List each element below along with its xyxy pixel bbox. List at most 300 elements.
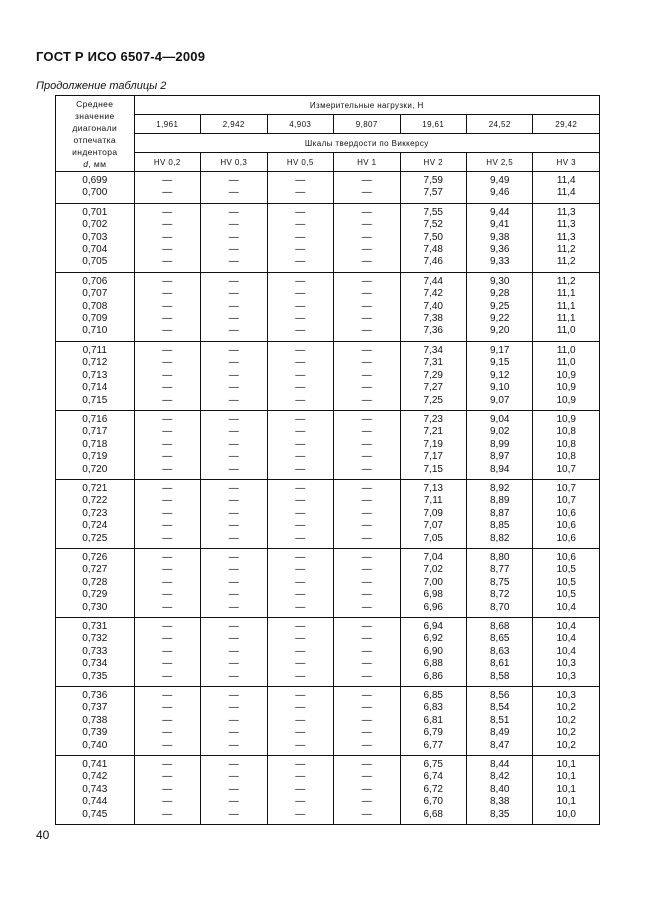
hardness-cell: 6,96 — [400, 602, 466, 618]
diagonal-cell: 0,719 — [56, 451, 135, 463]
hardness-cell: — — [134, 771, 200, 783]
scale-cell: HV 0,5 — [267, 153, 333, 172]
hardness-cell: 10,5 — [533, 589, 600, 601]
hardness-cell: 7,13 — [400, 479, 466, 495]
hardness-cell: 6,79 — [400, 727, 466, 739]
hardness-cell: 10,4 — [533, 633, 600, 645]
hardness-cell: 8,49 — [466, 727, 532, 739]
hardness-cell: — — [134, 809, 200, 825]
hardness-cell: — — [334, 740, 400, 756]
hardness-cell: 8,58 — [466, 671, 532, 687]
hardness-cell: — — [267, 727, 333, 739]
diagonal-cell: 0,737 — [56, 702, 135, 714]
hardness-cell: — — [134, 451, 200, 463]
row-group — [56, 687, 600, 756]
hardness-cell: — — [334, 272, 400, 288]
hardness-cell: — — [134, 796, 200, 808]
table-row — [56, 658, 600, 670]
hardness-cell: 11,3 — [533, 232, 600, 244]
hardness-cell: — — [134, 288, 200, 300]
hardness-cell: — — [134, 495, 200, 507]
diagonal-cell: 0,702 — [56, 219, 135, 231]
diagonal-cell: 0,725 — [56, 533, 135, 549]
hardness-cell: — — [334, 727, 400, 739]
hardness-cell: — — [201, 244, 267, 256]
table-row — [56, 740, 600, 756]
hardness-cell: 8,75 — [466, 577, 532, 589]
load-cell: 1,961 — [134, 115, 200, 134]
hardness-cell: 11,2 — [533, 244, 600, 256]
table-row — [56, 715, 600, 727]
hardness-cell: 10,7 — [533, 479, 600, 495]
table-row — [56, 495, 600, 507]
hardness-cell: — — [201, 370, 267, 382]
table-row — [56, 671, 600, 687]
hardness-cell: — — [334, 426, 400, 438]
hardness-cell: — — [134, 426, 200, 438]
hardness-cell: 9,46 — [466, 187, 532, 203]
hardness-cell: — — [334, 451, 400, 463]
hardness-cell: 7,57 — [400, 187, 466, 203]
hardness-cell: 6,98 — [400, 589, 466, 601]
table-row — [56, 796, 600, 808]
hardness-cell: — — [267, 439, 333, 451]
hardness-cell: — — [334, 715, 400, 727]
hardness-cell: 11,1 — [533, 288, 600, 300]
diagonal-cell: 0,708 — [56, 301, 135, 313]
hardness-cell: 9,41 — [466, 219, 532, 231]
hardness-cell: 6,68 — [400, 809, 466, 825]
hardness-cell: 7,15 — [400, 464, 466, 480]
hardness-cell: 9,25 — [466, 301, 532, 313]
hardness-cell: — — [201, 589, 267, 601]
table-row — [56, 232, 600, 244]
hardness-cell: — — [267, 410, 333, 426]
hardness-cell: 10,8 — [533, 426, 600, 438]
hardness-cell: 8,44 — [466, 756, 532, 772]
hardness-cell: 10,8 — [533, 439, 600, 451]
hardness-cell: — — [334, 410, 400, 426]
hardness-cell: 9,15 — [466, 357, 532, 369]
hardness-cell: — — [134, 589, 200, 601]
hardness-cell: — — [267, 533, 333, 549]
hardness-cell: — — [267, 784, 333, 796]
diagonal-cell: 0,718 — [56, 439, 135, 451]
hardness-cell: — — [201, 451, 267, 463]
hardness-cell: — — [267, 589, 333, 601]
diagonal-cell: 0,728 — [56, 577, 135, 589]
hardness-cell: 10,2 — [533, 740, 600, 756]
diagonal-cell: 0,709 — [56, 313, 135, 325]
hardness-cell: 10,1 — [533, 796, 600, 808]
hardness-cell: 8,68 — [466, 618, 532, 634]
hardness-cell: — — [201, 187, 267, 203]
hardness-cell: 8,89 — [466, 495, 532, 507]
hardness-cell: — — [267, 301, 333, 313]
hardness-cell: — — [334, 464, 400, 480]
table-row — [56, 426, 600, 438]
hardness-cell: — — [267, 172, 333, 188]
hardness-cell: — — [267, 426, 333, 438]
diagonal-column-header: Среднее значение диагонали отпечатка индентора d, мм — [56, 96, 135, 172]
hardness-cell: — — [201, 533, 267, 549]
hardness-cell: 6,83 — [400, 702, 466, 714]
diagonal-cell: 0,726 — [56, 548, 135, 564]
diagonal-cell: 0,731 — [56, 618, 135, 634]
hardness-cell: 9,07 — [466, 395, 532, 411]
hardness-cell: 11,1 — [533, 313, 600, 325]
hardness-cell: — — [134, 272, 200, 288]
diagonal-cell: 0,733 — [56, 646, 135, 658]
table-header — [56, 96, 600, 172]
hardness-cell: 7,42 — [400, 288, 466, 300]
hardness-cell: 6,86 — [400, 671, 466, 687]
hardness-cell: 10,7 — [533, 495, 600, 507]
hardness-cell: — — [334, 232, 400, 244]
row-group — [56, 618, 600, 687]
hardness-cell: — — [201, 564, 267, 576]
hardness-cell: — — [134, 784, 200, 796]
hardness-cell: — — [334, 687, 400, 703]
hardness-cell: 8,38 — [466, 796, 532, 808]
hardness-cell: — — [334, 301, 400, 313]
table-row — [56, 508, 600, 520]
hardness-cell: — — [201, 172, 267, 188]
diagonal-cell: 0,732 — [56, 633, 135, 645]
hardness-cell: — — [134, 533, 200, 549]
table-row — [56, 325, 600, 341]
hardness-cell: — — [134, 325, 200, 341]
diagonal-cell: 0,740 — [56, 740, 135, 756]
hardness-cell: — — [201, 288, 267, 300]
diagonal-cell: 0,738 — [56, 715, 135, 727]
hardness-cell: — — [134, 740, 200, 756]
hardness-cell: 8,92 — [466, 479, 532, 495]
hardness-cell: — — [334, 618, 400, 634]
hardness-cell: — — [134, 301, 200, 313]
hardness-cell: — — [134, 439, 200, 451]
hardness-cell: — — [334, 533, 400, 549]
diagonal-cell: 0,744 — [56, 796, 135, 808]
diagonal-cell: 0,723 — [56, 508, 135, 520]
table-row — [56, 187, 600, 203]
table-row — [56, 589, 600, 601]
hardness-cell: — — [201, 771, 267, 783]
table-row — [56, 479, 600, 495]
hardness-cell: — — [134, 658, 200, 670]
diagonal-cell: 0,721 — [56, 479, 135, 495]
scale-cell: HV 3 — [533, 153, 600, 172]
hardness-cell: — — [334, 602, 400, 618]
hardness-cell: 9,20 — [466, 325, 532, 341]
hardness-cell: — — [267, 382, 333, 394]
hardness-cell: 11,0 — [533, 357, 600, 369]
hardness-cell: — — [201, 520, 267, 532]
hardness-cell: — — [201, 357, 267, 369]
hardness-cell: — — [267, 495, 333, 507]
hardness-cell: 7,17 — [400, 451, 466, 463]
diagonal-cell: 0,706 — [56, 272, 135, 288]
hardness-cell: — — [201, 618, 267, 634]
hardness-cell: — — [201, 633, 267, 645]
hardness-cell: 9,28 — [466, 288, 532, 300]
hardness-cell: 10,1 — [533, 784, 600, 796]
table-row — [56, 439, 600, 451]
hardness-cell: 8,99 — [466, 439, 532, 451]
hardness-cell: 11,2 — [533, 256, 600, 272]
hardness-cell: 10,7 — [533, 464, 600, 480]
hardness-cell: — — [134, 548, 200, 564]
hardness-cell: — — [267, 272, 333, 288]
hardness-cell: — — [334, 244, 400, 256]
hardness-cell: 8,94 — [466, 464, 532, 480]
hardness-cell: — — [334, 172, 400, 188]
hardness-cell: — — [334, 796, 400, 808]
hardness-cell: — — [334, 187, 400, 203]
hardness-cell: — — [134, 232, 200, 244]
hardness-cell: 7,50 — [400, 232, 466, 244]
hardness-cell: — — [134, 520, 200, 532]
hardness-cell: — — [134, 219, 200, 231]
hardness-cell: — — [201, 646, 267, 658]
table-row — [56, 633, 600, 645]
hardness-cell: 8,82 — [466, 533, 532, 549]
row-group — [56, 272, 600, 341]
table-row — [56, 548, 600, 564]
hardness-cell: 9,36 — [466, 244, 532, 256]
hardness-cell: — — [201, 219, 267, 231]
hardness-cell: — — [201, 602, 267, 618]
hardness-cell: 11,4 — [533, 187, 600, 203]
hardness-cell: — — [267, 671, 333, 687]
diagonal-cell: 0,724 — [56, 520, 135, 532]
hardness-cell: — — [201, 796, 267, 808]
hardness-cell: — — [201, 313, 267, 325]
hardness-cell: 10,9 — [533, 395, 600, 411]
table-row — [56, 256, 600, 272]
hardness-cell: — — [267, 756, 333, 772]
hardness-cell: — — [267, 740, 333, 756]
hardness-cell: 10,1 — [533, 756, 600, 772]
hardness-cell: — — [334, 756, 400, 772]
hardness-cell: 6,72 — [400, 784, 466, 796]
hardness-cell: 8,87 — [466, 508, 532, 520]
hardness-cell: — — [267, 618, 333, 634]
hardness-cell: 6,75 — [400, 756, 466, 772]
hardness-cell: — — [334, 771, 400, 783]
scale-cell: HV 0,2 — [134, 153, 200, 172]
table-row — [56, 756, 600, 772]
hardness-cell: — — [201, 548, 267, 564]
hardness-cell: — — [334, 256, 400, 272]
table-row — [56, 301, 600, 313]
hardness-cell: — — [267, 479, 333, 495]
hardness-cell: — — [334, 658, 400, 670]
hardness-cell: 10,3 — [533, 687, 600, 703]
hardness-cell: 10,6 — [533, 533, 600, 549]
hardness-cell: — — [201, 495, 267, 507]
diagonal-cell: 0,704 — [56, 244, 135, 256]
hardness-cell: — — [267, 288, 333, 300]
hardness-cell: 6,88 — [400, 658, 466, 670]
hardness-cell: — — [201, 203, 267, 219]
hardness-cell: — — [134, 370, 200, 382]
table-row — [56, 809, 600, 825]
hardness-cell: — — [201, 756, 267, 772]
diagonal-cell: 0,734 — [56, 658, 135, 670]
scales-row — [56, 153, 600, 172]
table-row — [56, 702, 600, 714]
load-cell: 29,42 — [533, 115, 600, 134]
hardness-cell: 8,77 — [466, 564, 532, 576]
hardness-cell: 8,61 — [466, 658, 532, 670]
hardness-cell: 11,0 — [533, 325, 600, 341]
hardness-cell: — — [334, 203, 400, 219]
hardness-cell: — — [267, 687, 333, 703]
hardness-cell: — — [334, 357, 400, 369]
hardness-cell: — — [201, 301, 267, 313]
table-row — [56, 784, 600, 796]
hardness-cell: 10,6 — [533, 520, 600, 532]
hardness-cell: — — [201, 232, 267, 244]
table-row — [56, 357, 600, 369]
scale-cell: HV 1 — [334, 153, 400, 172]
hardness-cell: — — [134, 646, 200, 658]
hardness-cell: 10,5 — [533, 577, 600, 589]
table-row — [56, 410, 600, 426]
table-row — [56, 395, 600, 411]
hardness-cell: 10,9 — [533, 370, 600, 382]
hardness-cell: — — [334, 219, 400, 231]
hardness-cell: — — [267, 520, 333, 532]
hardness-cell: 9,44 — [466, 203, 532, 219]
hardness-cell: 9,38 — [466, 232, 532, 244]
hardness-cell: — — [334, 508, 400, 520]
load-cell: 24,52 — [466, 115, 532, 134]
hardness-cell: — — [267, 715, 333, 727]
load-cell: 4,903 — [267, 115, 333, 134]
hardness-cell: 7,27 — [400, 382, 466, 394]
scale-cell: HV 2,5 — [466, 153, 532, 172]
hardness-cell: — — [201, 577, 267, 589]
hardness-cell: 7,19 — [400, 439, 466, 451]
hardness-cell: — — [134, 172, 200, 188]
diagonal-cell: 0,727 — [56, 564, 135, 576]
page-number: 40 — [36, 828, 50, 842]
hardness-cell: 10,1 — [533, 771, 600, 783]
hardness-cell: 9,30 — [466, 272, 532, 288]
hardness-cell: 6,74 — [400, 771, 466, 783]
hardness-cell: 9,04 — [466, 410, 532, 426]
diagonal-cell: 0,711 — [56, 341, 135, 357]
hardness-cell: 8,80 — [466, 548, 532, 564]
hardness-cell: — — [134, 313, 200, 325]
hardness-cell: — — [267, 187, 333, 203]
hardness-cell: 7,02 — [400, 564, 466, 576]
diagonal-cell: 0,707 — [56, 288, 135, 300]
hardness-cell: — — [134, 508, 200, 520]
hardness-cell: 9,10 — [466, 382, 532, 394]
diagonal-cell: 0,739 — [56, 727, 135, 739]
hardness-cell: — — [201, 341, 267, 357]
hardness-cell: — — [334, 370, 400, 382]
diagonal-cell: 0,705 — [56, 256, 135, 272]
diagonal-cell: 0,701 — [56, 203, 135, 219]
hardness-cell: 9,33 — [466, 256, 532, 272]
hardness-cell: — — [134, 410, 200, 426]
hardness-cell: — — [201, 479, 267, 495]
hardness-cell: — — [267, 646, 333, 658]
hardness-cell: — — [201, 809, 267, 825]
scales-header: Шкалы твердости по Виккерсу — [134, 134, 599, 153]
hardness-cell: 9,22 — [466, 313, 532, 325]
hardness-cell: — — [267, 633, 333, 645]
hardness-cell: — — [267, 357, 333, 369]
hardness-cell: — — [267, 464, 333, 480]
table-row — [56, 771, 600, 783]
hardness-cell: 7,59 — [400, 172, 466, 188]
hardness-cell: 8,63 — [466, 646, 532, 658]
load-cell: 2,942 — [201, 115, 267, 134]
hardness-cell: 10,6 — [533, 548, 600, 564]
hardness-cell: 11,4 — [533, 172, 600, 188]
hardness-cell: — — [267, 796, 333, 808]
hardness-cell: — — [334, 671, 400, 687]
hardness-cell: — — [201, 464, 267, 480]
hardness-cell: — — [334, 520, 400, 532]
hardness-cell: 7,21 — [400, 426, 466, 438]
table-row — [56, 533, 600, 549]
diagonal-cell: 0,717 — [56, 426, 135, 438]
hardness-cell: — — [134, 203, 200, 219]
hardness-cell: 11,1 — [533, 301, 600, 313]
hardness-cell: 9,12 — [466, 370, 532, 382]
hardness-cell: 7,00 — [400, 577, 466, 589]
hardness-cell: — — [334, 646, 400, 658]
hardness-cell: — — [334, 495, 400, 507]
hardness-cell: — — [201, 671, 267, 687]
table-row — [56, 646, 600, 658]
table-row — [56, 244, 600, 256]
table-row — [56, 272, 600, 288]
hardness-cell: 10,4 — [533, 602, 600, 618]
loads-header: Измерительные нагрузки, Н — [134, 96, 599, 115]
hardness-cell: — — [134, 244, 200, 256]
hardness-cell: 9,02 — [466, 426, 532, 438]
hardness-cell: — — [334, 784, 400, 796]
hardness-cell: — — [334, 313, 400, 325]
hardness-cell: 7,23 — [400, 410, 466, 426]
hardness-cell: — — [134, 727, 200, 739]
hardness-cell: 10,3 — [533, 658, 600, 670]
hardness-cell: — — [267, 602, 333, 618]
hardness-cell: — — [201, 740, 267, 756]
hardness-cell: — — [201, 715, 267, 727]
scale-cell: HV 0,3 — [201, 153, 267, 172]
hardness-cell: 10,4 — [533, 618, 600, 634]
hardness-cell: — — [201, 439, 267, 451]
hardness-cell: 6,81 — [400, 715, 466, 727]
hardness-cell: — — [134, 618, 200, 634]
table-row — [56, 618, 600, 634]
hardness-cell: — — [134, 357, 200, 369]
hardness-cell: 10,2 — [533, 727, 600, 739]
diagonal-cell: 0,715 — [56, 395, 135, 411]
diagonal-cell: 0,710 — [56, 325, 135, 341]
loads-row — [56, 115, 600, 134]
hardness-cell: 6,85 — [400, 687, 466, 703]
row-group — [56, 410, 600, 479]
